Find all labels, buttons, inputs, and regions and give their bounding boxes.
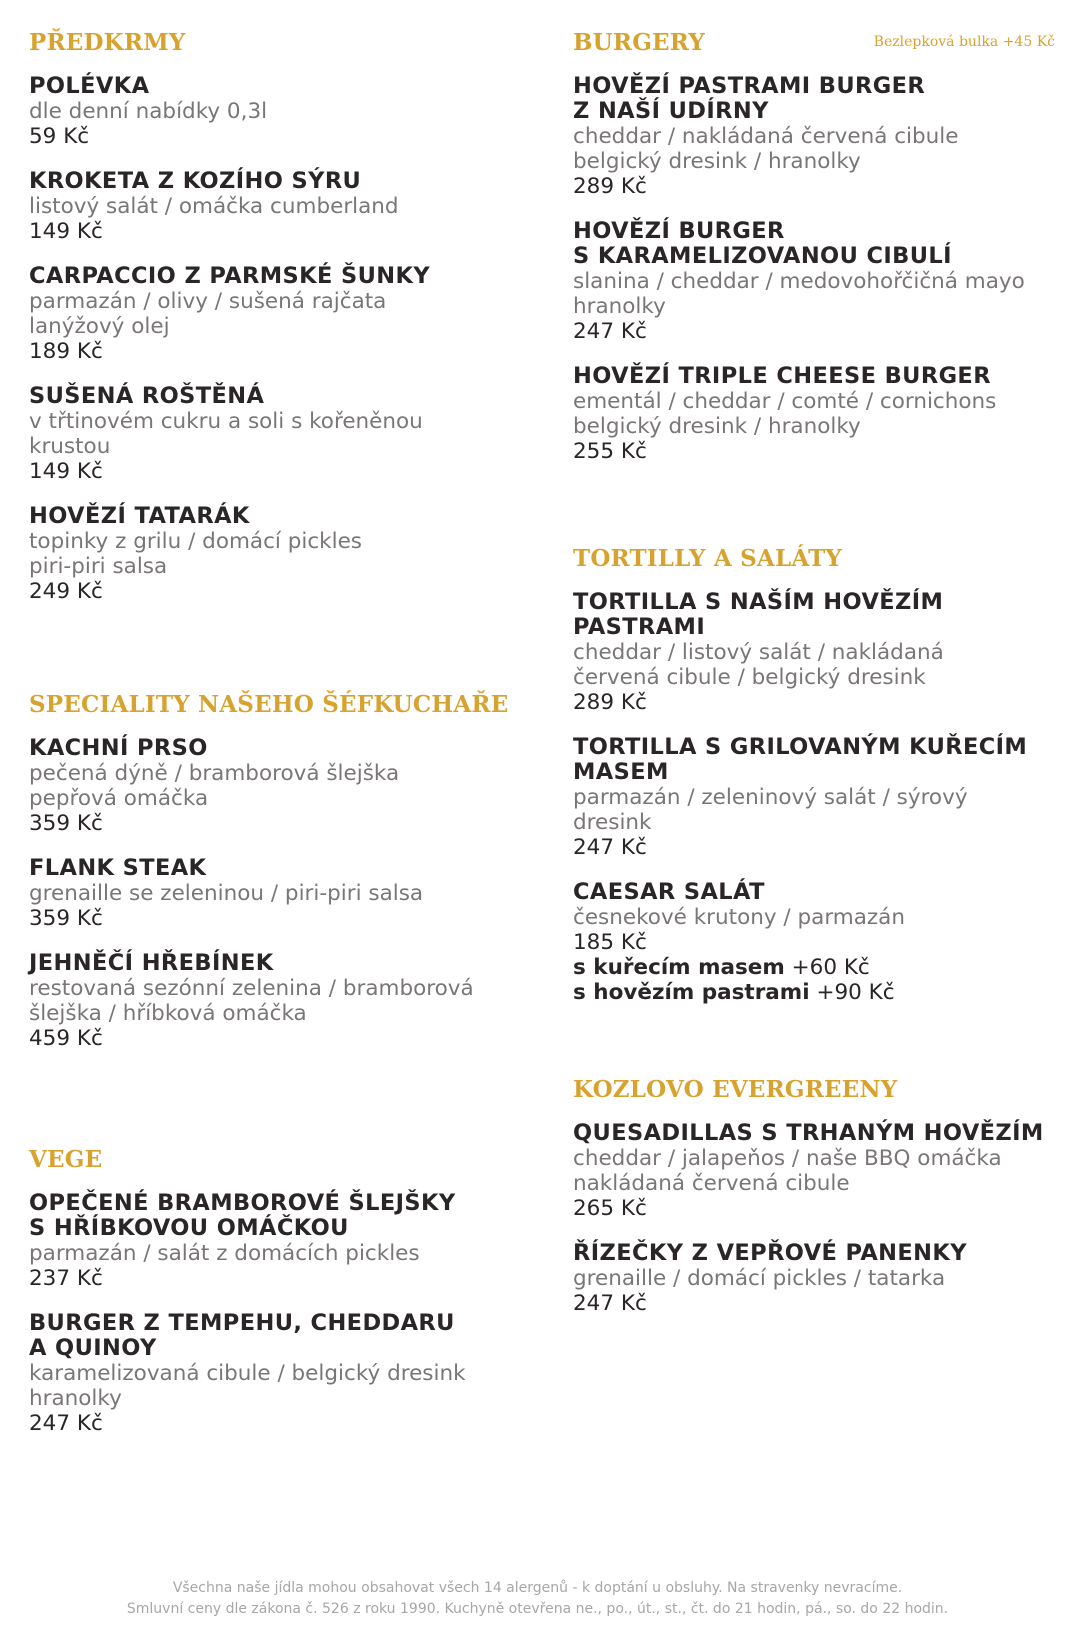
section-speciality xyxy=(29,690,519,1051)
item-name: BURGER Z TEMPEHU, CHEDDARU A QUINOY xyxy=(29,1310,455,1361)
item-price: 247 Kč xyxy=(573,1291,647,1316)
item-price: 149 Kč xyxy=(29,459,103,484)
section-vege xyxy=(29,1145,519,1436)
item-name: TORTILLA S GRILOVANÝM KUŘECÍM MASEM xyxy=(573,734,1028,785)
menu-item xyxy=(29,384,519,484)
menu-item xyxy=(29,736,519,836)
item-name: HOVĚZÍ PASTRAMI BURGER Z NAŠÍ UDÍRNY xyxy=(573,73,926,124)
item-price: 249 Kč xyxy=(29,579,103,604)
item-price: 247 Kč xyxy=(573,319,647,344)
item-description: dle denní nabídky 0,3l xyxy=(29,99,268,124)
item-description: cheddar / nakládaná červená cibule belgický dresink / hranolky xyxy=(573,124,959,174)
item-name: SUŠENÁ ROŠTĚNÁ xyxy=(29,383,265,409)
menu-item xyxy=(29,74,519,149)
item-name: KROKETA Z KOZÍHO SÝRU xyxy=(29,168,362,194)
item-name: ŘÍZEČKY Z VEPŘOVÉ PANENKY xyxy=(573,1240,967,1266)
item-description: cheddar / jalapeňos / naše BBQ omáčka nakládaná červená cibule xyxy=(573,1146,1002,1196)
item-name: CAESAR SALÁT xyxy=(573,879,765,905)
item-price: 59 Kč xyxy=(29,124,90,149)
extra-label: s kuřecím masem xyxy=(573,955,785,980)
item-description: česnekové krutony / parmazán xyxy=(573,905,905,930)
item-name: TORTILLA S NAŠÍM HOVĚZÍM PASTRAMI xyxy=(573,589,944,640)
section-title: PŘEDKRMY xyxy=(29,29,186,56)
menu-item xyxy=(573,735,1063,860)
item-name: POLÉVKA xyxy=(29,73,150,99)
menu-item xyxy=(29,264,519,364)
menu-item xyxy=(573,219,1063,344)
item-description: parmazán / olivy / sušená rajčata lanýžový olej xyxy=(29,289,387,339)
item-description: parmazán / zeleninový salát / sýrový dresink xyxy=(573,785,968,835)
item-price: 289 Kč xyxy=(573,690,647,715)
item-name: HOVĚZÍ TATARÁK xyxy=(29,503,250,529)
item-description: pečená dýně / bramborová šlejška pepřová omáčka xyxy=(29,761,400,811)
item-description: restovaná sezónní zelenina / bramborová šlejška / hříbková omáčka xyxy=(29,976,474,1026)
section-evergreeny xyxy=(573,1075,1063,1316)
menu-item xyxy=(29,504,519,604)
menu-item xyxy=(29,1311,519,1436)
footer-allergen-note: Všechna naše jídla mohou obsahovat všech 14 alergenů - k doptání u obsluhy. Na stravenky nevracíme. xyxy=(172,1580,903,1596)
item-price: 289 Kč xyxy=(573,174,647,199)
footer-legal-note: Smluvní ceny dle zákona č. 526 z roku 1990. Kuchyně otevřena ne., po., út., st., čt. do 21 hodin, pá., so. do 22 hodin. xyxy=(126,1601,949,1617)
gluten-free-bun-note: Bezlepková bulka +45 Kč xyxy=(873,34,1055,50)
section-title: BURGERY xyxy=(573,29,706,56)
item-description: grenaille se zeleninou / piri-piri salsa xyxy=(29,881,424,906)
menu-item xyxy=(573,1241,1063,1316)
item-description: topinky z grilu / domácí pickles piri-piri salsa xyxy=(29,529,363,579)
item-price: 185 Kč xyxy=(573,930,647,955)
section-title: TORTILLY A SALÁTY xyxy=(573,545,843,572)
item-description: listový salát / omáčka cumberland xyxy=(29,194,399,219)
item-description: slanina / cheddar / medovohořčičná mayo hranolky xyxy=(573,269,1025,319)
item-description: parmazán / salát z domácích pickles xyxy=(29,1241,420,1266)
item-description: cheddar / listový salát / nakládaná červená cibule / belgický dresink xyxy=(573,640,944,690)
item-description: grenaille / domácí pickles / tatarka xyxy=(573,1266,946,1291)
section-predkrmy xyxy=(29,28,519,604)
menu-item xyxy=(573,364,1063,464)
extra-price: +90 Kč xyxy=(816,980,895,1005)
item-name: QUESADILLAS S TRHANÝM HOVĚZÍM xyxy=(573,1120,1044,1146)
item-price: 265 Kč xyxy=(573,1196,647,1221)
item-name: JEHNĚČÍ HŘEBÍNEK xyxy=(29,950,274,976)
item-price: 359 Kč xyxy=(29,906,103,931)
item-name: FLANK STEAK xyxy=(29,855,207,881)
item-price: 459 Kč xyxy=(29,1026,103,1051)
extra-label: s hovězím pastrami xyxy=(573,980,810,1005)
item-description: karamelizovaná cibule / belgický dresink hranolky xyxy=(29,1361,466,1411)
item-name: CARPACCIO Z PARMSKÉ ŠUNKY xyxy=(29,263,431,289)
menu-item xyxy=(573,880,1063,1005)
section-tortilly xyxy=(573,544,1063,1005)
section-burgery xyxy=(573,28,1063,464)
menu-item xyxy=(573,74,1063,199)
item-price: 359 Kč xyxy=(29,811,103,836)
menu-item xyxy=(29,169,519,244)
menu-item xyxy=(573,590,1063,715)
item-name: HOVĚZÍ BURGER S KARAMELIZOVANOU CIBULÍ xyxy=(573,218,952,269)
item-extra xyxy=(573,980,1063,1005)
footer xyxy=(0,1578,1075,1620)
item-name: OPEČENÉ BRAMBOROVÉ ŠLEJŠKY S HŘÍBKOVOU OMÁČKOU xyxy=(29,1190,456,1241)
item-name: HOVĚZÍ TRIPLE CHEESE BURGER xyxy=(573,363,991,389)
item-description: v třtinovém cukru a soli s kořeněnou krustou xyxy=(29,409,423,459)
section-title: SPECIALITY NAŠEHO ŠÉFKUCHAŘE xyxy=(29,691,509,718)
item-extra xyxy=(573,955,1063,980)
item-price: 189 Kč xyxy=(29,339,103,364)
item-price: 247 Kč xyxy=(573,835,647,860)
item-price: 255 Kč xyxy=(573,439,647,464)
item-name: KACHNÍ PRSO xyxy=(29,735,208,761)
item-price: 149 Kč xyxy=(29,219,103,244)
menu-item xyxy=(573,1121,1063,1221)
menu-item xyxy=(29,856,519,931)
menu-item xyxy=(29,951,519,1051)
section-title: KOZLOVO EVERGREENY xyxy=(573,1076,898,1103)
section-title: VEGE xyxy=(29,1146,103,1173)
extra-price: +60 Kč xyxy=(791,955,870,980)
item-price: 247 Kč xyxy=(29,1411,103,1436)
item-price: 237 Kč xyxy=(29,1266,103,1291)
item-description: ementál / cheddar / comté / cornichons belgický dresink / hranolky xyxy=(573,389,997,439)
menu-item xyxy=(29,1191,519,1291)
